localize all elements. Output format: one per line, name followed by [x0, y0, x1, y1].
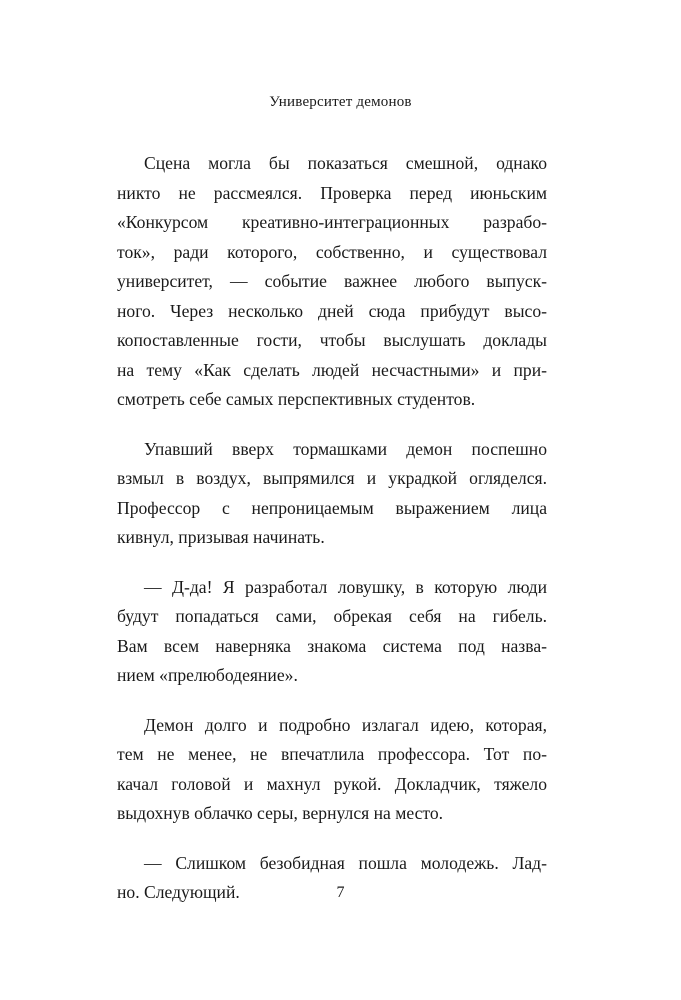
text-line: Профессор с непроницаемым выражением лица [117, 497, 547, 518]
text-line: университет, — событие важнее любого выпуск- [117, 271, 547, 291]
text-line: тем не менее, не впечатлила профессора. Тот по- [117, 744, 547, 764]
text-line: ток», ради которого, собственно, и существовал [117, 241, 547, 262]
text-line: выдохнув облачко серы, вернулся на место. [117, 803, 444, 823]
text-line: никто не рассмеялся. Проверка перед июньским [117, 182, 547, 203]
paragraph-3 [117, 573, 547, 691]
text-line: Вам всем наверняка знакома система под назва- [117, 635, 547, 656]
page-number: 7 [336, 884, 345, 901]
paragraph-1 [117, 149, 547, 415]
running-header: Университет демонов [269, 94, 412, 110]
text-line: смотреть себе самых перспективных студентов. [117, 389, 476, 409]
text-line: взмыл в воздух, выпрямился и украдкой огляделся. [117, 468, 547, 488]
text-line: ного. Через несколько дней сюда прибудут высо- [117, 300, 547, 321]
text-line: качал головой и махнул рукой. Докладчик, тяжело [117, 773, 547, 794]
text-line: Упавший вверх тормашками демон поспешно [144, 438, 547, 459]
paragraph-2 [117, 435, 547, 553]
text-line: нием «прелюбодеяние». [117, 665, 298, 685]
text-line: «Конкурсом креативно-интеграционных разрабо- [117, 212, 547, 232]
text-line: — Д-да! Я разработал ловушку, в которую люди [144, 576, 547, 597]
text-line: — Слишком безобидная пошла молодежь. Лад- [144, 852, 547, 873]
body-text [117, 149, 547, 928]
text-line: на тему «Как сделать людей несчастными» и при- [117, 359, 547, 380]
text-line: будут попадаться сами, обрекая себя на гибель. [117, 606, 547, 626]
text-line: но. Следующий. [117, 882, 240, 902]
text-line: копоставленные гости, чтобы выслушать доклады [117, 330, 547, 350]
text-line: Демон долго и подробно излагал идею, которая, [144, 714, 547, 735]
text-line: Сцена могла бы показаться смешной, однако [144, 153, 547, 173]
text-line: кивнул, призывая начинать. [117, 527, 325, 547]
paragraph-4 [117, 711, 547, 829]
